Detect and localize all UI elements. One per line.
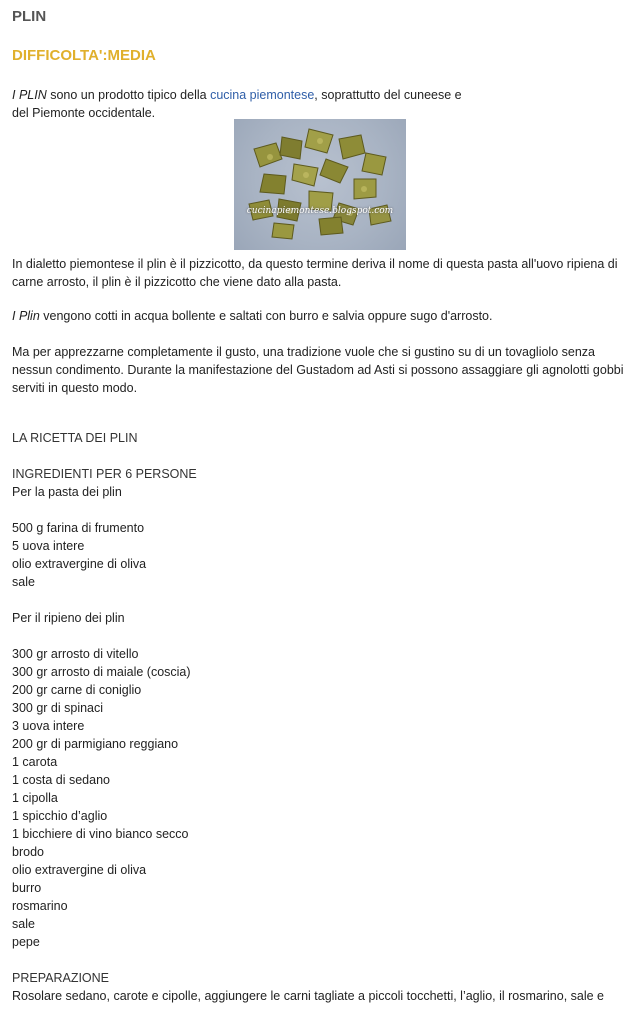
intro-text-1: sono un prodotto tipico della [46, 88, 211, 102]
list-item: 1 costa di sedano [12, 773, 110, 787]
list-item: 300 gr arrosto di maiale (coscia) [12, 665, 191, 679]
list-item: rosmarino [12, 899, 68, 913]
recipe-heading: LA RICETTA DEI PLIN [12, 431, 138, 445]
plin-emphasis: I Plin [12, 309, 40, 323]
tradition-text-1: Ma per apprezzarne completamente il gusto, una tradizione vuole che si gustino su di un tovagliolo senza nessun condimento. Durante la manifestazione del [12, 345, 595, 377]
pasta-illustration [234, 119, 406, 250]
list-item: 1 cipolla [12, 791, 58, 805]
list-item: pepe [12, 935, 40, 949]
list-item: 1 spicchio d’aglio [12, 809, 108, 823]
intro-text-2: , soprattutto del cuneese e [314, 88, 462, 102]
list-item: 300 gr arrosto di vitello [12, 647, 139, 661]
list-item: 1 carota [12, 755, 58, 769]
list-item: 200 gr carne di coniglio [12, 683, 142, 697]
filling-subheading: Per il ripieno dei plin [12, 611, 125, 625]
difficulty-heading: DIFFICOLTA':MEDIA [12, 47, 156, 64]
cooking-paragraph [12, 307, 627, 325]
list-item: sale [12, 575, 35, 589]
tradition-text-2: si possono assaggiare gli agnolotti gobbi serviti in questo modo. [12, 363, 624, 395]
preparation-heading: PREPARAZIONE [12, 971, 110, 985]
list-item: 5 uova intere [12, 539, 85, 553]
tradition-paragraph [12, 343, 627, 397]
ingredients-heading: INGREDIENTI PER 6 PERSONE [12, 467, 197, 481]
list-item: 500 g farina di frumento [12, 521, 145, 535]
intro-emphasis: I PLIN [12, 88, 47, 102]
gustadom-highlight: Gustadom ad Asti [296, 363, 395, 377]
dialect-paragraph: In dialetto piemontese il plin è il pizzicotto, da questo termine deriva il nome di questa pasta all'uovo ripiena di carne arrosto, il plin è il pizzicotto che viene dato alla pasta. [12, 257, 618, 289]
plin-pasta-photo [234, 119, 406, 250]
pasta-subheading: Per la pasta dei plin [12, 485, 122, 499]
list-item: burro [12, 881, 42, 895]
cooking-text: vengono cotti in acqua bollente e saltati con burro e salvia oppure sugo d'arrosto. [39, 309, 493, 323]
intro-text-3: del Piemonte occidentale. [12, 106, 156, 120]
cucina-piemontese-link[interactable]: cucina piemontese [210, 88, 315, 102]
photo-watermark: cucinapiemontese.blogspot.com [246, 206, 394, 216]
list-item: olio extravergine di oliva [12, 863, 147, 877]
list-item: sale [12, 917, 35, 931]
list-item: 200 gr di parmigiano reggiano [12, 737, 179, 751]
list-item: olio extravergine di oliva [12, 557, 147, 571]
page-title: PLIN [12, 8, 47, 25]
list-item: 3 uova intere [12, 719, 85, 733]
list-item: 1 bicchiere di vino bianco secco [12, 827, 189, 841]
intro-paragraph [12, 86, 492, 122]
list-item: brodo [12, 845, 44, 859]
preparation-text: Rosolare sedano, carote e cipolle, aggiungere le carni tagliate a piccoli tocchetti, l’aglio, il rosmarino, sale e [12, 989, 604, 1003]
list-item: 300 gr di spinaci [12, 701, 104, 715]
